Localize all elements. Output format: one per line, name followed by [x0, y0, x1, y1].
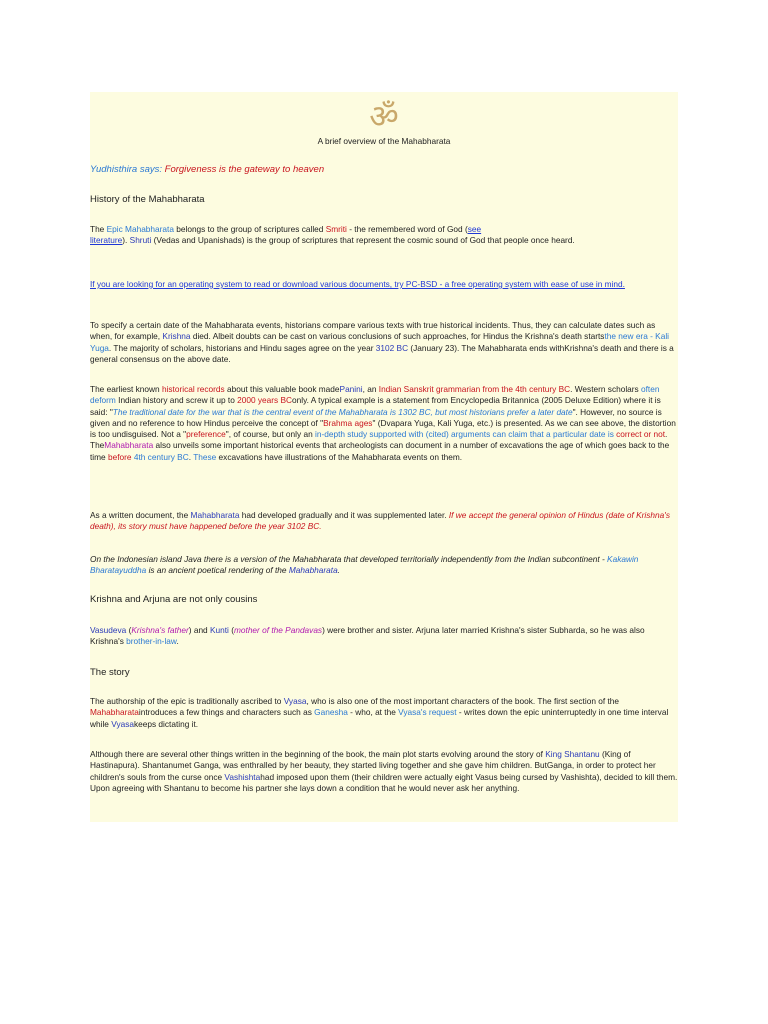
date-3102bc-term: 3102 BC — [375, 342, 409, 353]
paragraph-java: On the Indonesian island Java there is a version of the Mahabharata that developed territorially independently from the Indian subcontinent - Kakawin Bharatayuddha is an ancient poetical rendering of the Mahabharata. — [90, 554, 639, 576]
paragraph-dating: To specify a certain date of the Mahabharata events, historians compare various texts with true historical incidents. Thus, they can calculate dates such as when, for example, Krishna died. Albeit doubts can be cast on various conclusions of such approaches, for Hindus the Krishna's death startsthe new era - Kali Yuga. The majority of scholars, historians and Hindu sages agree on the year 3102 BC (January 23). The Mahabharata ends withKrishna's death and there is a general consensus on the above date. — [90, 320, 674, 364]
om-symbol-icon — [365, 96, 403, 134]
paragraph-records: The earliest known historical records about this valuable book madePanini, an Indian Sanskrit grammarian from the 4th century BC. Western scholars often deform Indian history and screw it up to 2000 years BConly. A typical example is a statement from Encyclopedia Britannica (2005 Deluxe Edition) where it is said: "The traditional date for the war that is the central event of the Mahabharata is 1302 BC, but most historians prefer a later date". However, no source is given and no reference to how Hindus perceive the concept of "Brahma ages" (Dvapara Yuga, Kali Yuga, etc.) is presented. As we can see above, the distortion is too undisguised. Not a "preference", of course, but only an in-depth study supported with (cited) arguments can claim that a particular date is correct or not. TheMahabharata also unveils some important historical events that archeologists can document in a number of excavations the age of which goes back to the time before 4th century BC. These excavations have illustrations of the Mahabharata events on them. — [90, 384, 676, 462]
quote-line — [90, 164, 678, 176]
paragraph-shantanu: Although there are several other things written in the beginning of the book, the main plot starts evolving around the story of King Shantanu (King of Hastinapura). Shantanumet Ganga, was enthralled by her beauty, they started living together and she gave him children. ButGanga, in order to protect her children's souls from the curse once Vashishtahad imposed upon them (their children were actually eight Vasus being cursed by Vashishta), decided to kill them. Upon agreeing with Shantanu to become his partner she lays down a condition that he would never ask her anything. — [90, 749, 678, 793]
document-page — [90, 92, 678, 822]
heading-cousins: Krishna and Arjuna are not only cousins — [90, 594, 258, 605]
heading-story: The story — [90, 667, 130, 678]
new-era-term: the new era - Kali Yuga — [90, 331, 670, 353]
pc-bsd-promo — [90, 279, 678, 290]
paragraph-smriti: The Epic Mahabharata belongs to the group of scriptures called Smriti - the remembered word of God (see literature). Shruti (Vedas and Upanishads) is the group of scriptures that represent the cosmic sound of God that people once heard. — [90, 224, 575, 246]
page-title: A brief overview of the Mahabharata — [317, 136, 451, 146]
krishna-term: Krishna — [162, 331, 191, 342]
paragraph-authorship: The authorship of the epic is traditionally ascribed to Vyasa, who is also one of the most important characters of the book. The first section of the Mahabharataintroduces a few things and characters such as Ganesha - who, at the Vyasa's request - writes down the epic uninterruptedly in one time interval while Vyasakeeps dictating it. — [90, 696, 669, 729]
epic-mahabharata-term: Epic Mahabharata — [106, 224, 174, 234]
svg-text:ॐ: ॐ — [369, 97, 399, 134]
pc-bsd-link[interactable]: If you are looking for an operating system to read or download various documents, try PC-BSD - a free operating system with ease of use in mind. — [90, 279, 625, 289]
britannica-quote: The traditional date for the war that is the central event of the Mahabharata is 1302 BC, but most historians prefer a later date — [112, 406, 573, 417]
smriti-term: Smriti — [325, 224, 347, 234]
paragraph-written-document: As a written document, the Mahabharata had developed gradually and it was supplemented later. If we accept the general opinion of Hindus (date of Krishna's death), its story must have happened before the year 3102 BC. — [90, 510, 670, 532]
shruti-term: Shruti — [129, 235, 152, 246]
heading-history: History of the Mahabharata — [90, 194, 205, 205]
quote-speaker: Yudhisthira says: — [90, 164, 162, 175]
quote-text: Forgiveness is the gateway to heaven — [164, 164, 325, 175]
paragraph-cousins: Vasudeva (Krishna's father) and Kunti (mother of the Pandavas) were brother and sister. Arjuna later married Krishna's sister Subharda, so he was also Krishna's brother-in-law. — [90, 625, 645, 647]
see-literature-link[interactable]: see literature — [90, 224, 482, 246]
